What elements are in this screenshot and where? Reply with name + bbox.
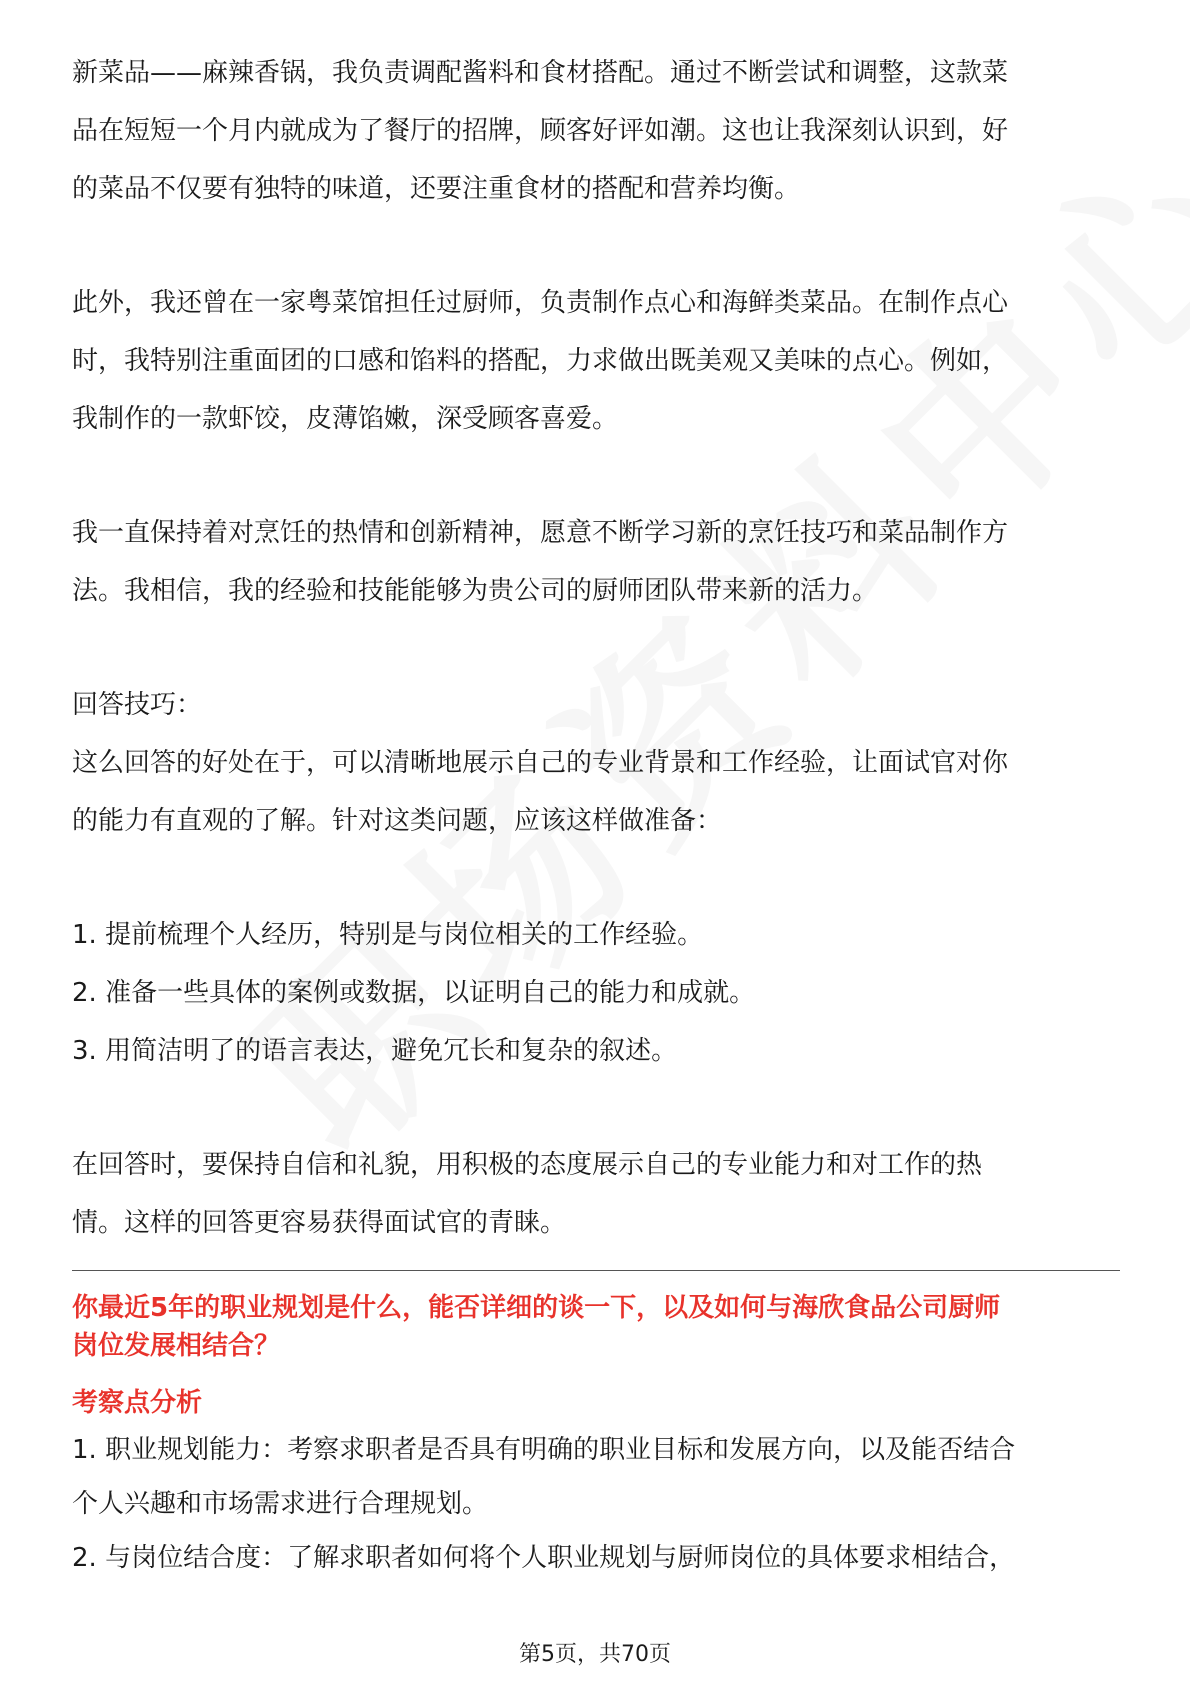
- question-line: 你最近5年的职业规划是什么，能否详细的谈一下，以及如何与海欣食品公司厨师: [72, 1293, 1001, 1323]
- page-number: 第5页，共70页: [519, 1642, 671, 1667]
- analysis-line: 2. 与岗位结合度：了解求职者如何将个人职业规划与厨师岗位的具体要求相结合，: [72, 1543, 1016, 1573]
- text-line: 新菜品——麻辣香锅，我负责调配酱料和食材搭配。通过不断尝试和调整，这款菜: [72, 58, 1009, 88]
- page-content: [72, 44, 1120, 1585]
- analysis-points: [72, 1423, 1120, 1585]
- list-item: 3. 用简洁明了的语言表达，避免冗长和复杂的叙述。: [72, 1036, 678, 1066]
- text-line: 我制作的一款虾饺，皮薄馅嫩，深受顾客喜爱。: [72, 404, 619, 434]
- text-line: 品在短短一个月内就成为了餐厅的招牌，顾客好评如潮。这也让我深刻认识到，好: [72, 116, 1009, 146]
- analysis-line: 1. 职业规划能力：考察求职者是否具有明确的职业目标和发展方向，以及能否结合: [72, 1435, 1016, 1465]
- tips-list: [72, 906, 1120, 1080]
- section-divider: [72, 1270, 1120, 1271]
- text-line: 的能力有直观的了解。针对这类问题，应该这样做准备：: [72, 806, 723, 836]
- text-line: 这么回答的好处在于，可以清晰地展示自己的专业背景和工作经验，让面试官对你: [72, 748, 1009, 778]
- answer-tips: [72, 676, 1120, 850]
- text-line: 我一直保持着对烹饪的热情和创新精神，愿意不断学习新的烹饪技巧和菜品制作方: [72, 518, 1009, 548]
- analysis-title: 考察点分析: [72, 1388, 203, 1418]
- paragraph-3: [72, 504, 1120, 620]
- text-line: 的菜品不仅要有独特的味道，还要注重食材的搭配和营养均衡。: [72, 174, 801, 204]
- text-line: 法。我相信，我的经验和技能能够为贵公司的厨师团队带来新的活力。: [72, 576, 879, 606]
- list-item: 1. 提前梳理个人经历，特别是与岗位相关的工作经验。: [72, 920, 704, 950]
- tips-label: 回答技巧：: [72, 690, 203, 720]
- analysis-line: 个人兴趣和市场需求进行合理规划。: [72, 1489, 489, 1519]
- list-item: 2. 准备一些具体的案例或数据，以证明自己的能力和成就。: [72, 978, 756, 1008]
- text-line: 此外，我还曾在一家粤菜馆担任过厨师，负责制作点心和海鲜类菜品。在制作点心: [72, 288, 1009, 318]
- question-line: 岗位发展相结合？: [72, 1331, 281, 1361]
- text-line: 在回答时，要保持自信和礼貌，用积极的态度展示自己的专业能力和对工作的热: [72, 1150, 983, 1180]
- interview-question: [72, 1289, 1120, 1365]
- paragraph-5: [72, 1136, 1120, 1252]
- text-line: 时，我特别注重面团的口感和馅料的搭配，力求做出既美观又美味的点心。例如，: [72, 346, 1009, 376]
- paragraph-2: [72, 274, 1120, 448]
- paragraph-1: [72, 44, 1120, 218]
- text-line: 情。这样的回答更容易获得面试官的青睐。: [72, 1208, 567, 1238]
